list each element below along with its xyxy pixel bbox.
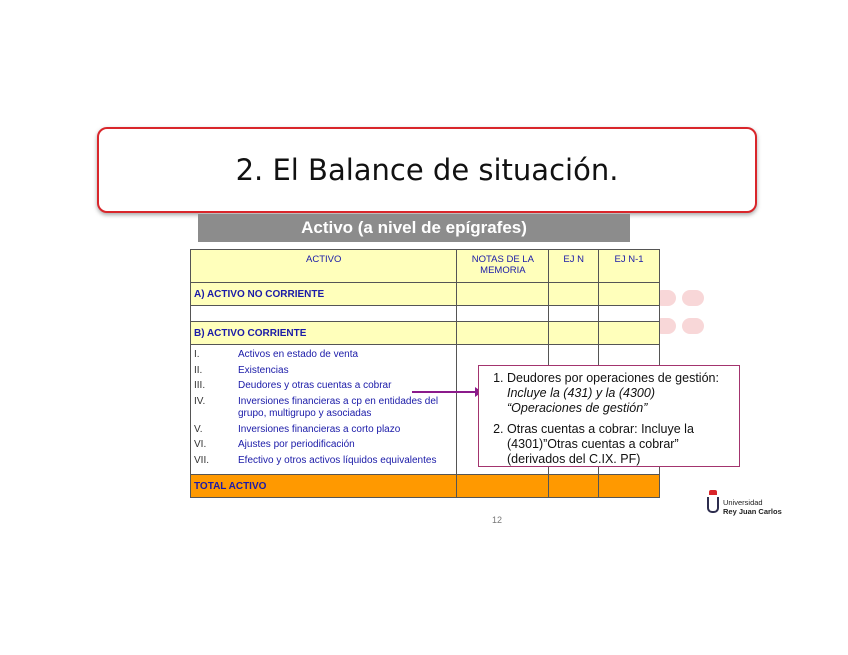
callout-box [478,365,740,467]
header-notas: NOTAS DE LA MEMORIA [457,250,549,283]
header-ej-n-1: EJ N-1 [599,250,660,283]
section-a-label: A) ACTIVO NO CORRIENTE [191,283,457,306]
list-item: VI. Ajustes por periodificación [194,439,355,450]
total-label: TOTAL ACTIVO [191,475,457,498]
logo-text: Universidad Rey Juan Carlos [723,498,782,516]
list-item: II. Existencias [194,364,289,376]
list-item: VII. Efectivo y otros activos líquidos equivalentes [194,454,437,466]
slide-title [97,127,757,213]
header-activo: ACTIVO [191,250,457,283]
list-item: I. Activos en estado de venta [194,349,359,360]
slide-subtitle [198,214,630,242]
slide-subtitle-text: Activo (a nivel de epígrafes) [301,218,527,237]
items-list [191,345,457,475]
callout-item-1-detail: Incluye la (431) y la (4300) “Operaciones de gestión” [507,386,655,415]
header-ej-n: EJ N [549,250,599,283]
list-item: IV. Inversiones financieras a cp en entidades del grupo, multigrupo y asociadas [194,395,439,419]
callout-item-1: 1. Deudores por operaciones de gestión: Incluye la (431) y la (4300) “Operaciones de gestión” [507,371,733,416]
table-row [191,475,660,498]
list-item: III. Deudores y otras cuentas a cobrar [194,380,392,391]
list-item: V. Inversiones financieras a corto plazo [194,423,401,435]
table-header-row [191,250,660,283]
callout-item-2: 2. Otras cuentas a cobrar: Incluye la (4301)”Otras cuentas a cobrar” (derivados del C.IX. PF) [507,422,733,467]
table-row [191,322,660,345]
table-row [191,306,660,322]
university-logo [706,490,782,518]
table-row [191,283,660,306]
pointer-arrow-icon [412,391,480,393]
slide-title-text: 2. El Balance de situación. [235,153,619,187]
page-number: 12 [492,515,503,525]
urjc-logo-icon [706,490,720,518]
section-b-label: B) ACTIVO CORRIENTE [191,322,457,345]
